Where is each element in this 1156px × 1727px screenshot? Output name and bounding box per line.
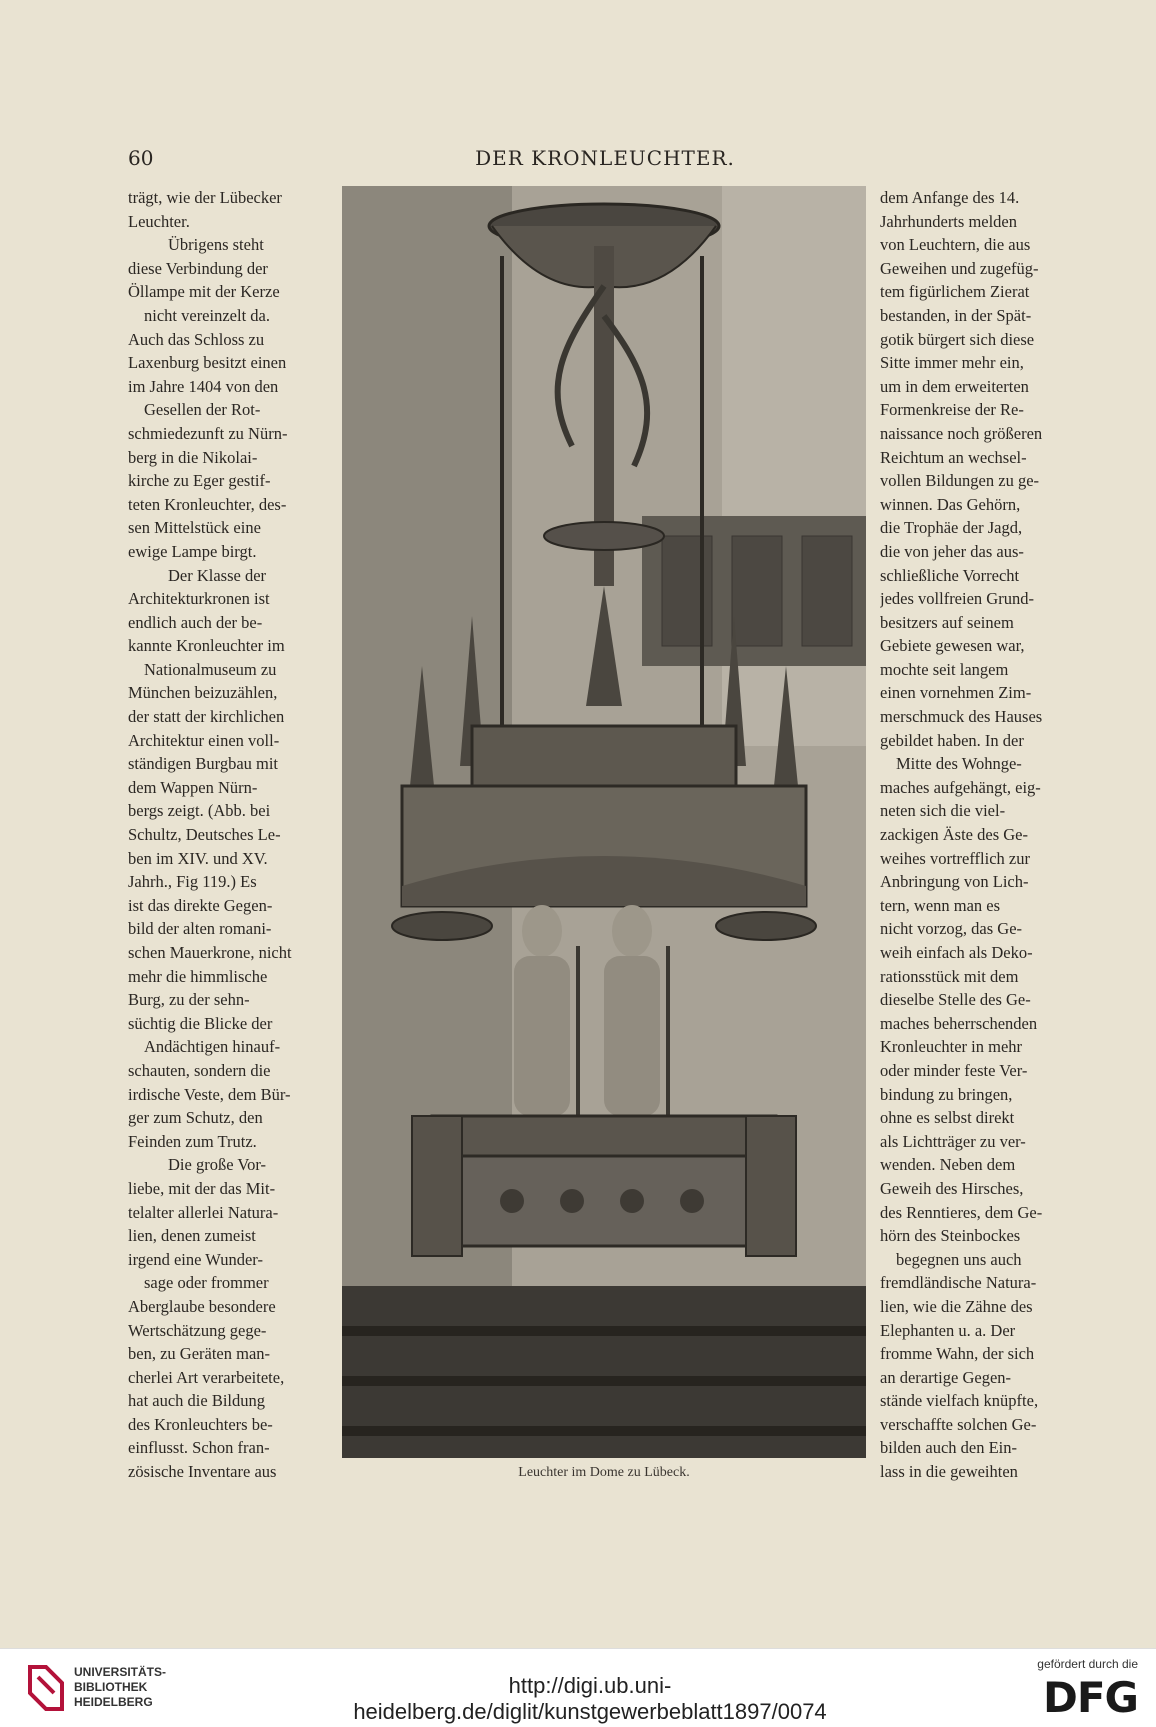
text-line: einflusst. Schon fran-	[128, 1438, 270, 1458]
dfg-logo: DFG	[1042, 1673, 1138, 1722]
text-line: süchtig die Blicke der	[128, 1013, 273, 1033]
text-line: mochte seit langem	[880, 659, 1009, 679]
text-line: neten sich die viel-	[880, 801, 1006, 821]
left-text-column	[128, 186, 308, 1484]
text-line: Formenkreise der Re-	[880, 400, 1024, 420]
text-line: besitzers auf seinem	[880, 612, 1014, 632]
text-line: dem Wappen Nürn-	[128, 777, 258, 797]
funding-note: gefördert durch die	[1037, 1657, 1138, 1671]
text-line: irgend eine Wunder-	[128, 1249, 263, 1269]
text-line: ohne es selbst direkt	[880, 1108, 1015, 1128]
footer-bar	[0, 1648, 1156, 1727]
text-line: gebildet haben. In der	[880, 730, 1024, 750]
text-line: schauten, sondern die	[128, 1060, 271, 1080]
text-line: sage oder frommer	[144, 1273, 269, 1293]
text-line: rationsstück mit dem	[880, 966, 1019, 986]
text-line: bindung zu bringen,	[880, 1084, 1013, 1104]
text-line: winnen. Das Gehörn,	[880, 494, 1021, 514]
text-line: liebe, mit der das Mit-	[128, 1178, 276, 1198]
text-line: teten Kronleuchter, des-	[128, 494, 287, 514]
text-line: Der Klasse der	[168, 565, 267, 585]
text-line: schmiedezunft zu Nürn-	[128, 423, 288, 443]
text-line: Sitte immer mehr ein,	[880, 353, 1024, 373]
text-line: jedes vollfreien Grund-	[880, 589, 1034, 609]
text-line: als Lichtträger zu ver-	[880, 1131, 1026, 1151]
text-line: begegnen uns auch	[896, 1249, 1022, 1269]
text-line: naissance noch größeren	[880, 423, 1043, 443]
text-line: Anbringung von Lich-	[880, 872, 1029, 892]
text-line: nicht vereinzelt da.	[144, 305, 270, 325]
text-line: mehr die himmlische	[128, 966, 268, 986]
text-line: nicht vorzog, das Ge-	[880, 919, 1023, 939]
text-line: wenden. Neben dem	[880, 1155, 1016, 1175]
text-line: schließliche Vorrecht	[880, 565, 1020, 585]
text-line: Leuchter.	[128, 211, 190, 231]
text-line: Gebiete gewesen war,	[880, 636, 1025, 656]
text-line: Burg, zu der sehn-	[128, 990, 250, 1010]
figure-caption: Leuchter im Dome zu Lübeck.	[518, 1465, 690, 1480]
text-line: bestanden, in der Spät-	[880, 305, 1032, 325]
text-line: lien, wie die Zähne des	[880, 1296, 1033, 1316]
text-line: die Trophäe der Jagd,	[880, 518, 1023, 538]
text-line: Architektur einen voll-	[128, 730, 280, 750]
text-line: Laxenburg besitzt einen	[128, 353, 287, 373]
text-line: trägt, wie der Lübecker	[128, 188, 282, 207]
text-line: Öllampe mit der Kerze	[128, 282, 280, 302]
text-line: ben, zu Geräten man-	[128, 1344, 271, 1364]
text-line: Jahrh., Fig 119.) Es	[128, 872, 257, 892]
text-line: Übrigens steht	[168, 235, 264, 255]
text-line: fromme Wahn, der sich	[880, 1344, 1035, 1364]
text-line: Auch das Schloss zu	[128, 329, 265, 349]
text-line: einen vornehmen Zim-	[880, 683, 1032, 703]
text-line: kannte Kronleuchter im	[128, 636, 285, 656]
text-line: Aberglaube besondere	[128, 1296, 276, 1316]
text-line: Gesellen der Rot-	[144, 400, 261, 420]
text-line: zackigen Äste des Ge-	[880, 825, 1028, 845]
text-line: maches aufgehängt, eig-	[880, 777, 1041, 797]
text-line: dieselbe Stelle des Ge-	[880, 990, 1031, 1010]
text-line: schen Mauerkrone, nicht	[128, 943, 292, 962]
text-line: sen Mittelstück eine	[128, 518, 261, 538]
text-line: endlich auch der be-	[128, 612, 263, 632]
text-line: berg in die Nikolai-	[128, 447, 258, 467]
text-line: irdische Veste, dem Bür-	[128, 1084, 291, 1104]
text-line: hörn des Steinbockes	[880, 1226, 1021, 1246]
text-line: tem figürlichem Zierat	[880, 282, 1030, 302]
text-line: Geweihen und zugefüg-	[880, 258, 1039, 278]
text-line: ben im XIV. und XV.	[128, 848, 268, 868]
text-line: oder minder feste Ver-	[880, 1060, 1028, 1080]
text-line: stände vielfach knüpfte,	[880, 1391, 1039, 1411]
text-line: Die große Vor-	[168, 1155, 267, 1175]
text-line: der statt der kirchlichen	[128, 707, 285, 727]
text-line: vollen Bildungen zu ge-	[880, 471, 1040, 491]
text-line: ger zum Schutz, den	[128, 1108, 263, 1128]
text-line: bild der alten romani-	[128, 919, 272, 939]
text-line: lien, denen zumeist	[128, 1226, 256, 1246]
library-name: UNIVERSITÄTS- BIBLIOTHEK HEIDELBERG	[74, 1665, 167, 1709]
text-line: fremdländische Natura-	[880, 1273, 1037, 1293]
text-line: des Renntieres, dem Ge-	[880, 1202, 1043, 1222]
text-line: weihes vortrefflich zur	[880, 848, 1030, 868]
university-library-logo-icon	[26, 1663, 66, 1713]
text-line: Geweih des Hirsches,	[880, 1178, 1024, 1198]
text-line: hat auch die Bildung	[128, 1391, 266, 1411]
text-line: des Kronleuchters be-	[128, 1414, 273, 1434]
text-line: gotik bürgert sich diese	[880, 329, 1035, 349]
text-line: lass in die geweihten	[880, 1462, 1018, 1482]
text-line: Feinden zum Trutz.	[128, 1131, 257, 1151]
text-line: ständigen Burgbau mit	[128, 754, 279, 774]
text-line: Elephanten u. a. Der	[880, 1320, 1016, 1340]
text-line: kirche zu Eger gestif-	[128, 471, 271, 491]
text-line: an derartige Gegen-	[880, 1367, 1012, 1387]
text-line: Andächtigen hinauf-	[144, 1037, 281, 1057]
text-line: ist das direkte Gegen-	[128, 895, 273, 915]
text-line: ewige Lampe birgt.	[128, 541, 257, 561]
text-line: zösische Inventare aus	[128, 1462, 277, 1482]
chandelier-illustration	[342, 186, 866, 1458]
text-line: bilden auch den Ein-	[880, 1438, 1017, 1458]
text-line: die von jeher das aus-	[880, 541, 1024, 561]
text-line: merschmuck des Hauses	[880, 707, 1043, 727]
page-title: DER KRONLEUCHTER.	[475, 146, 735, 170]
text-line: diese Verbindung der	[128, 258, 268, 278]
text-line: Reichtum an wechsel-	[880, 447, 1027, 467]
chandelier-photograph	[342, 186, 866, 1458]
text-line: maches beherrschenden	[880, 1013, 1038, 1033]
text-line: München beizuzählen,	[128, 683, 278, 703]
text-line: Schultz, Deutsches Le-	[128, 825, 281, 845]
right-text-column	[880, 186, 1062, 1484]
text-line: weih einfach als Deko-	[880, 943, 1033, 962]
text-line: Nationalmuseum zu	[144, 659, 277, 679]
text-line: dem Anfange des 14.	[880, 188, 1020, 207]
text-line: cherlei Art verarbeitete,	[128, 1367, 285, 1387]
text-line: Jahrhunderts melden	[880, 211, 1018, 231]
text-line: bergs zeigt. (Abb. bei	[128, 801, 271, 821]
permalink-url[interactable]: http://digi.ub.uni-heidelberg.de/diglit/kunstgewerbeblatt1897/0074	[353, 1673, 827, 1724]
text-line: telalter allerlei Natura-	[128, 1202, 279, 1222]
text-line: um in dem erweiterten	[880, 376, 1029, 396]
text-line: verschaffte solchen Ge-	[880, 1414, 1037, 1434]
text-line: im Jahre 1404 von den	[128, 376, 279, 396]
text-line: Mitte des Wohnge-	[896, 754, 1022, 774]
text-line: tern, wenn man es	[880, 895, 1001, 915]
page-number: 60	[128, 146, 154, 170]
text-line: Kronleuchter in mehr	[880, 1037, 1023, 1057]
text-line: von Leuchtern, die aus	[880, 235, 1031, 255]
text-line: Wertschätzung gege-	[128, 1320, 267, 1340]
text-line: Architekturkronen ist	[128, 589, 270, 609]
